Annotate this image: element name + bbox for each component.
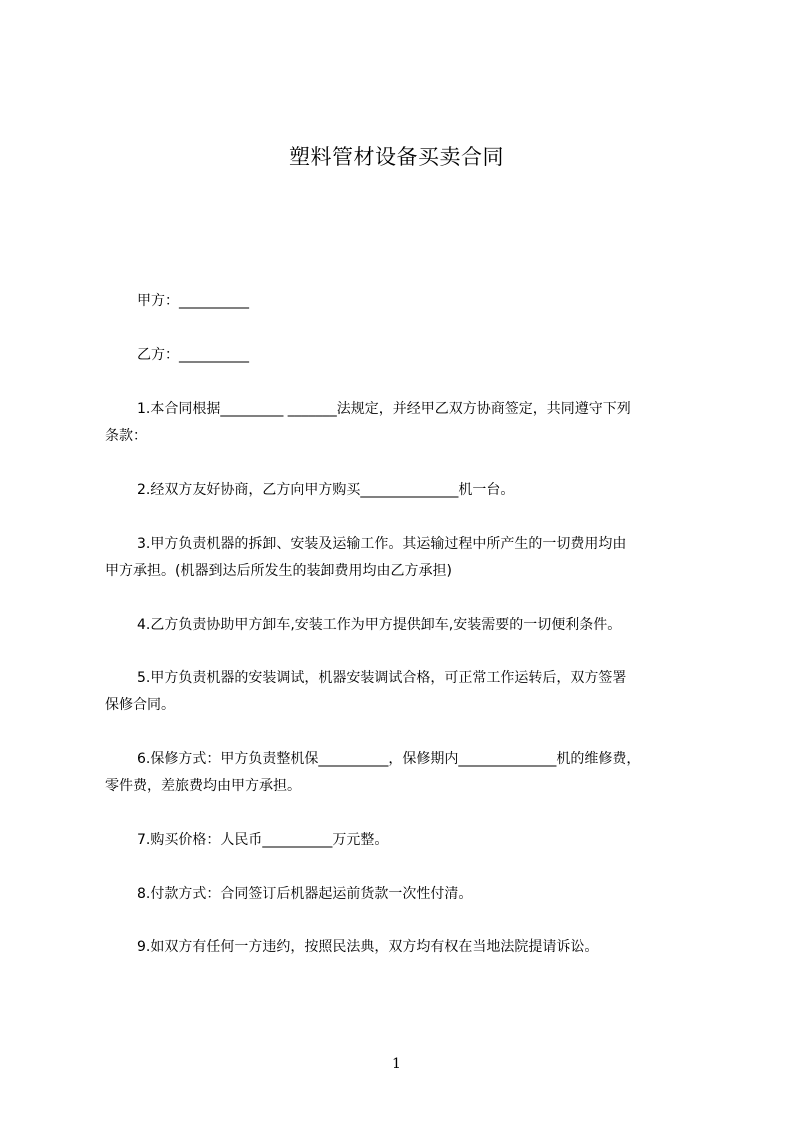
party-a-text: 甲方：__________ [137,293,249,309]
page-number: 1 [392,1056,401,1072]
clause-6-text-1: 6.保修方式：甲方负责整机保__________，保修期内______________机的维修费， [137,751,641,767]
clause-9-text: 9.如双方有任何一方违约，按照民法典，双方均有权在当地法院提请诉讼。 [137,939,599,955]
clause-6-text-2: 零件费，差旅费均由甲方承担。 [105,778,301,794]
clause-3-text-2: 甲方承担。(机器到达后所发生的装卸费用均由乙方承担) [105,563,452,579]
clause-6-line-1 [105,745,725,773]
clause-2-line [105,476,725,504]
clause-5-line-2 [105,691,725,719]
party-a-line [105,287,725,315]
clause-1-line-1 [105,395,725,423]
clause-3-line-1 [105,530,725,558]
clause-4-line [105,611,725,639]
clause-3-line-2 [105,557,725,585]
clause-7-line [105,826,725,854]
clause-5-text-1: 5.甲方负责机器的安装调试，机器安装调试合格，可正常工作运转后，双方签署 [137,670,627,686]
party-b-text: 乙方：__________ [137,347,249,363]
clause-8-text: 8.付款方式：合同签订后机器起运前货款一次性付清。 [137,886,473,902]
clause-4-text: 4.乙方负责协助甲方卸车,安装工作为甲方提供卸车,安装需要的一切便利条件。 [137,617,622,633]
clause-3-text-1: 3.甲方负责机器的拆卸、安装及运输工作。其运输过程中所产生的一切费用均由 [137,536,627,552]
clause-7-text: 7.购买价格：人民币__________万元整。 [137,832,389,848]
clause-9-line [105,933,725,961]
party-b-line [105,341,725,369]
document-title: 塑料管材设备买卖合同 [289,145,504,169]
clause-1-text-1: 1.本合同根据_________ _______法规定，并经甲乙双方协商签定，共同遵守下列 [137,401,631,417]
clause-8-line [105,880,725,908]
clause-1-text-2: 条款： [105,428,147,444]
clause-5-text-2: 保修合同。 [105,697,175,713]
clause-6-line-2 [105,772,725,800]
clause-1-line-2 [105,422,725,450]
clause-2-text: 2.经双方友好协商，乙方向甲方购买______________机一台。 [137,482,515,498]
clause-5-line-1 [105,664,725,692]
